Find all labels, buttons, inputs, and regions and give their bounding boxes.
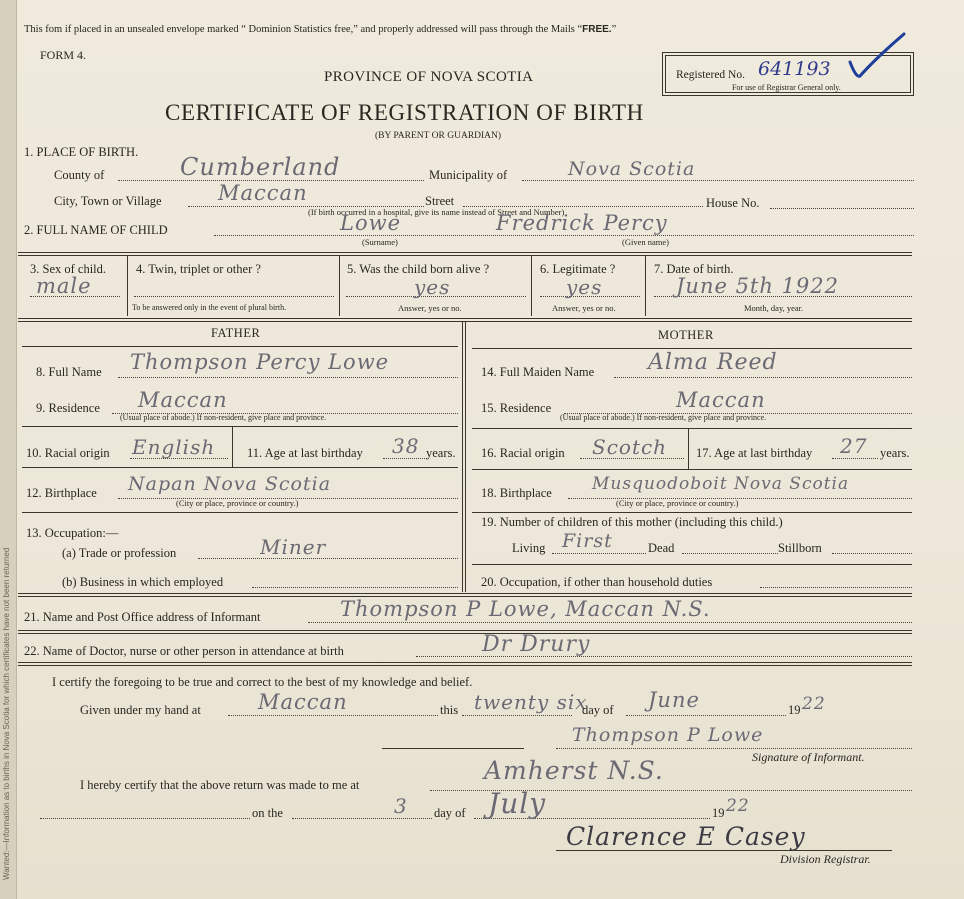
registrar-day: 3: [394, 794, 408, 818]
mother-years: years.: [880, 446, 910, 460]
mother-racial-label: 16. Racial origin: [481, 446, 565, 460]
on-the-label: on the: [252, 806, 283, 820]
business-label: (b) Business in which employed: [62, 575, 224, 589]
alive-note: Answer, yes or no.: [398, 303, 462, 313]
mother-residence-label: 15. Residence: [481, 401, 552, 415]
father-age: 38: [392, 434, 420, 458]
this-label: this: [440, 703, 459, 717]
child-name-label: 2. FULL NAME OF CHILD: [24, 223, 168, 237]
certify-statement: I certify the foregoing to be true and correct to the best of my knowledge and belief.: [52, 675, 473, 689]
given-label: Given under my hand at: [80, 703, 201, 717]
hospital-note: (If birth occurred in a hospital, give its name instead of Street and Number): [308, 207, 565, 217]
mother-name-label: 14. Full Maiden Name: [481, 365, 595, 379]
living-value: First: [562, 530, 613, 552]
mother-age-label: 17. Age at last birthday: [696, 446, 813, 460]
mother-birthplace-label: 18. Birthplace: [481, 486, 552, 500]
form-number: FORM 4.: [40, 48, 87, 62]
date-label: 7. Date of birth.: [654, 262, 734, 276]
father-birthplace: Napan Nova Scotia: [128, 473, 332, 495]
province-heading: PROVINCE OF NOVA SCOTIA: [324, 69, 534, 85]
mother-name: Alma Reed: [648, 350, 778, 375]
registrar-place: Amherst N.S.: [484, 756, 664, 785]
check-mark-icon: [846, 32, 908, 82]
mother-residence-note: (Usual place of abode.) If non-resident, give place and province.: [560, 413, 767, 422]
registrar-statement: I hereby certify that the above return was made to me at: [80, 778, 360, 792]
father-residence: Maccan: [138, 388, 228, 412]
mother-residence: Maccan: [676, 388, 766, 412]
mother-birthplace: Musquodoboit Nova Scotia: [592, 474, 850, 494]
date-value: June 5th 1922: [676, 274, 840, 298]
dead-label: Dead: [648, 541, 675, 555]
postal-note: This fom if placed in an unsealed envelope marked “ Dominion Statistics free,” and properly addressed will pass through the Mails “FREE.”: [24, 24, 617, 35]
father-heading: FATHER: [211, 326, 261, 340]
registrar-year: 22: [726, 796, 750, 816]
given-name-caption: (Given name): [622, 237, 669, 247]
father-years: years.: [426, 446, 456, 460]
legit-value: yes: [566, 275, 603, 299]
mother-birthplace-note: (City or place, province or country.): [616, 498, 739, 508]
side-text: Wanted:—Information as to births in Nova Scotia for which certificates have not been returned: [2, 547, 11, 880]
father-birthplace-note: (City or place, province or country.): [176, 498, 299, 508]
legit-note: Answer, yes or no.: [552, 303, 616, 313]
alive-label: 5. Was the child born alive ?: [347, 262, 490, 276]
mother-heading: MOTHER: [658, 328, 714, 342]
twin-note: To be answered only in the event of plural birth.: [132, 303, 287, 312]
stillborn-label: Stillborn: [778, 541, 822, 555]
informant-value: Thompson P Lowe, Maccan N.S.: [340, 597, 711, 621]
registered-label: Registered No.: [676, 69, 745, 81]
occupation-label: 13. Occupation:—: [26, 526, 119, 540]
municipality-label: Municipality of: [429, 168, 508, 182]
given-day: twenty six: [474, 690, 588, 714]
mother-age: 27: [840, 434, 868, 458]
place-of-birth-label: 1. PLACE OF BIRTH.: [24, 145, 139, 159]
registrar-month: July: [488, 787, 547, 820]
registrar-day-of-label: day of: [434, 806, 466, 820]
registrar-note: For use of Registrar General only.: [732, 83, 841, 92]
given-year: 22: [802, 694, 826, 714]
left-margin-strip: [0, 0, 17, 899]
twin-label: 4. Twin, triplet or other ?: [136, 262, 261, 276]
doctor-value: Dr Drury: [482, 632, 591, 657]
father-racial-label: 10. Racial origin: [26, 446, 110, 460]
sex-value: male: [36, 274, 92, 298]
father-name-label: 8. Full Name: [36, 365, 102, 379]
living-label: Living: [512, 541, 546, 555]
surname-caption: (Surname): [362, 237, 398, 247]
page-subtitle: (BY PARENT OR GUARDIAN): [375, 131, 502, 141]
registrar-signature: Clarence E Casey: [566, 822, 806, 851]
informant-signature-caption: Signature of Informant.: [752, 750, 865, 764]
sex-label: 3. Sex of child.: [30, 262, 107, 276]
alive-value: yes: [414, 275, 451, 299]
father-birthplace-label: 12. Birthplace: [26, 486, 97, 500]
given-place: Maccan: [258, 690, 348, 714]
child-surname: Lowe: [340, 211, 401, 235]
registrar-caption: Division Registrar.: [780, 852, 871, 866]
given-month: June: [648, 688, 700, 712]
father-age-label: 11. Age at last birthday: [247, 446, 363, 460]
child-given-name: Fredrick Percy: [496, 211, 668, 235]
father-residence-note: (Usual place of abode.) If non-resident, give place and province.: [120, 413, 327, 422]
city-value: Maccan: [218, 181, 308, 205]
father-residence-label: 9. Residence: [36, 401, 100, 415]
children-label: 19. Number of children of this mother (including this child.): [481, 515, 783, 529]
page-title: CERTIFICATE OF REGISTRATION OF BIRTH: [165, 100, 644, 125]
informant-signature: Thompson P Lowe: [572, 724, 764, 746]
registrar-year-prefix: 19: [712, 806, 725, 820]
legit-label: 6. Legitimate ?: [540, 262, 616, 276]
trade-value: Miner: [260, 535, 327, 559]
date-note: Month, day, year.: [744, 303, 804, 313]
county-value: Cumberland: [180, 153, 341, 181]
trade-label: (a) Trade or profession: [62, 546, 177, 560]
house-label: House No.: [706, 196, 760, 210]
father-name: Thompson Percy Lowe: [130, 350, 390, 374]
city-label: City, Town or Village: [54, 194, 162, 208]
father-racial: English: [132, 435, 216, 459]
given-year-prefix: 19: [788, 703, 801, 717]
street-label: Street: [425, 194, 455, 208]
municipality-value: Nova Scotia: [568, 158, 696, 180]
county-label: County of: [54, 168, 105, 182]
informant-label: 21. Name and Post Office address of Informant: [24, 610, 261, 624]
registered-number: 641193: [758, 58, 831, 80]
given-day-of-label: day of: [582, 703, 614, 717]
mother-racial: Scotch: [592, 435, 668, 459]
doctor-label: 22. Name of Doctor, nurse or other person in attendance at birth: [24, 644, 344, 658]
mother-occupation-label: 20. Occupation, if other than household duties: [481, 575, 713, 589]
